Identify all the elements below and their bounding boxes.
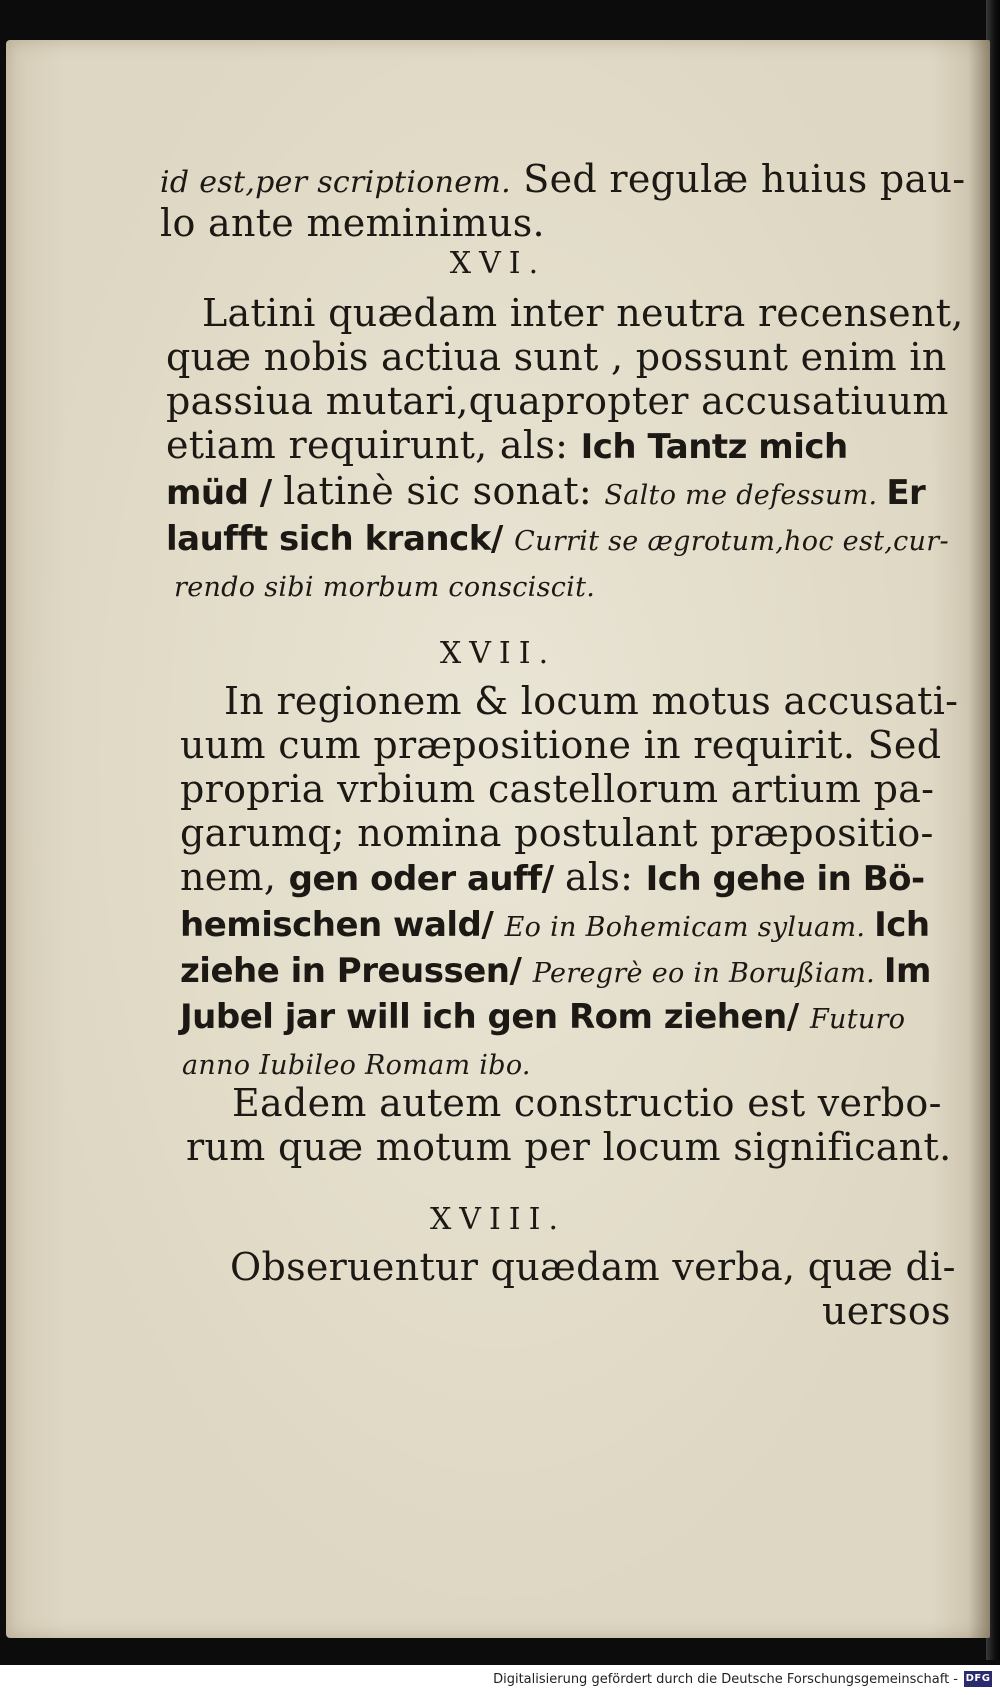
text-line-21 — [230, 1244, 956, 1290]
italic-text: rendo sibi morbum consciscit. — [174, 572, 596, 603]
roman-text: garumq; nomina postulant præpositio- — [180, 811, 934, 855]
dfg-logo-icon: DFG — [964, 1671, 992, 1687]
text-line-7 — [166, 468, 925, 519]
blackletter-text: Ich — [874, 905, 930, 945]
digitization-footer — [0, 1665, 1000, 1695]
blackletter-text: Im — [883, 951, 931, 991]
text-line-17 — [180, 992, 905, 1043]
italic-text: Currit se ægrotum,hoc est,cur- — [514, 526, 949, 557]
blackletter-text: Ich gehe in Bö- — [645, 859, 925, 899]
roman-text: etiam requirunt, als: — [166, 423, 581, 467]
italic-text: Peregrè eo in Borußiam. — [532, 958, 884, 989]
book-page — [6, 40, 990, 1638]
roman-text: rum quæ motum per locum significant. — [186, 1125, 952, 1169]
roman-text: latinè sic sonat: — [283, 469, 605, 513]
text-line-11 — [180, 722, 941, 768]
roman-text: propria vrbium castellorum artium pa- — [180, 767, 935, 811]
text-line-20 — [186, 1124, 951, 1170]
roman-text: als: — [564, 855, 646, 899]
catchword — [822, 1288, 951, 1334]
text-line-16 — [180, 946, 931, 997]
text-line-4 — [166, 334, 947, 380]
blackletter-text: Jubel jar will ich gen Rom ziehen/ — [180, 997, 810, 1037]
blackletter-text: hemischen wald/ — [180, 905, 505, 945]
italic-text: id est,per scriptionem. — [160, 165, 511, 200]
section-heading-xvi: XVI. — [449, 246, 547, 281]
roman-text: In regionem & locum motus accusati- — [224, 679, 959, 723]
blackletter-text: Ich Tantz mich — [580, 427, 848, 467]
roman-text: quæ nobis actiua sunt , possunt enim in — [166, 335, 947, 379]
footer-credit: Digitalisierung gefördert durch die Deutsche Forschungsgemeinschaft - — [493, 1672, 958, 1687]
text-line-10 — [224, 678, 958, 724]
text-line-12 — [180, 766, 934, 812]
italic-text: Salto me defessum. — [604, 480, 887, 511]
blackletter-text: gen oder auff/ — [288, 859, 565, 899]
italic-text: Eo in Bohemicam syluam. — [504, 912, 875, 943]
text-line-1 — [160, 156, 965, 206]
text-line-19 — [232, 1080, 942, 1126]
section-heading-xviii: XVIII. — [429, 1202, 567, 1237]
roman-text: Sed regulæ huius pau- — [510, 157, 966, 201]
text-line-5 — [166, 378, 949, 424]
roman-text: nem, — [180, 855, 289, 899]
roman-text: Eadem autem constructio est verbo- — [232, 1081, 942, 1125]
text-line-8 — [166, 514, 949, 565]
roman-text: uum cum præpositione in requirit. Sed — [180, 723, 942, 767]
text-line-14 — [180, 854, 925, 902]
text-line-9 — [174, 560, 595, 611]
roman-text: lo ante meminimus. — [160, 201, 545, 245]
text-line-13 — [180, 810, 934, 856]
blackletter-text: müd / — [166, 473, 284, 513]
section-heading-xvii: XVII. — [439, 636, 557, 671]
roman-text: Obseruentur quædam verba, quæ di- — [230, 1245, 956, 1289]
text-line-3 — [202, 290, 964, 336]
blackletter-text: ziehe in Preussen/ — [180, 951, 533, 991]
italic-text: anno Iubileo Romam ibo. — [182, 1050, 531, 1081]
italic-text: Futuro — [809, 1004, 906, 1035]
roman-text: uersos — [822, 1289, 951, 1333]
blackletter-text: laufft sich kranck/ — [166, 519, 515, 559]
roman-text: passiua mutari,quapropter accusatiuum — [166, 379, 949, 423]
blackletter-text: Er — [886, 473, 926, 513]
text-line-15 — [180, 900, 930, 951]
text-line-2 — [160, 200, 545, 246]
text-line-6 — [166, 422, 848, 470]
roman-text: Latini quædam inter neutra recensent, — [202, 291, 964, 335]
